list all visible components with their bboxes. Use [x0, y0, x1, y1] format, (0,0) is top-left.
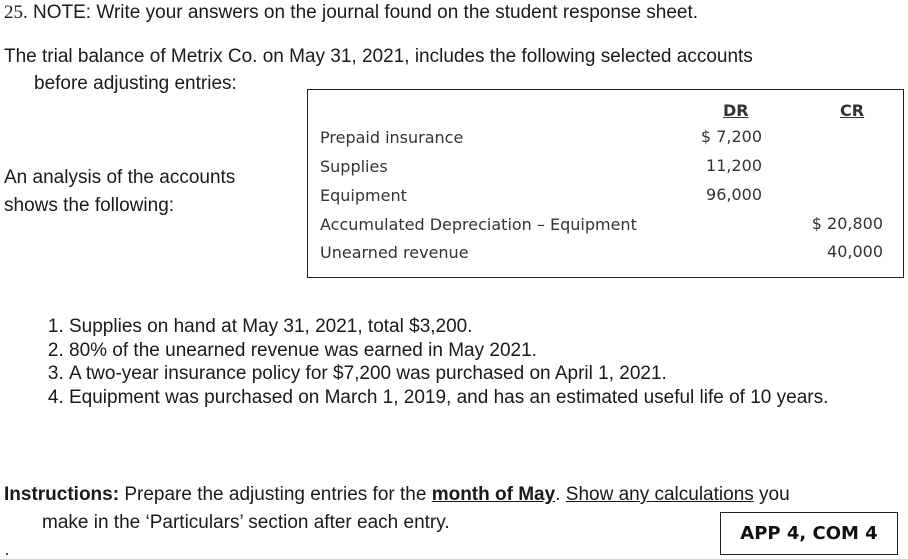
list-item: 1. Supplies on hand at May 31, 2021, total $3,200. [69, 315, 889, 339]
note-text: NOTE: Write your answers on the journal found on the student response sheet. [27, 2, 699, 23]
question-header [4, 2, 698, 24]
trial-balance-box [307, 89, 904, 278]
instructions-text: Prepare the adjusting entries for the [119, 484, 432, 505]
intro-line-1: The trial balance of Metrix Co. on May 31, 2021, includes the following selected accounts [4, 46, 753, 67]
instructions-text: you [753, 484, 790, 505]
cr-amount: 40,000 [827, 242, 883, 261]
instructions-line-2: make in the ‘Particulars’ section after each entry. [42, 512, 450, 533]
intro-line-2: before adjusting entries: [34, 73, 237, 94]
account-name: Unearned revenue [320, 243, 469, 262]
cr-header: CR [840, 101, 865, 120]
show-calculations-text: Show any calculations [565, 484, 754, 505]
instructions-label: Instructions: [4, 484, 120, 505]
month-of-may-emphasis: month of May [431, 484, 556, 505]
list-item: 3. A two-year insurance policy for $7,200 was purchased on April 1, 2021. [69, 362, 889, 386]
account-name: Prepaid insurance [320, 128, 464, 147]
analysis-text-line-1: An analysis of the accounts [4, 167, 236, 188]
account-name: Equipment [320, 186, 407, 205]
dr-amount: $ 7,200 [700, 127, 762, 146]
instructions-line-1 [4, 484, 790, 506]
question-number: 25. [4, 2, 28, 23]
list-item: 4. Equipment was purchased on March 1, 2019, and has an estimated useful life of 10 years. [69, 386, 839, 410]
list-item: 2. 80% of the unearned revenue was earned in May 2021. [69, 339, 889, 363]
stray-mark [6, 553, 8, 555]
dr-amount: 11,200 [706, 156, 762, 175]
account-name: Accumulated Depreciation – Equipment [320, 215, 637, 234]
competency-badge: APP 4, COM 4 [720, 512, 898, 555]
analysis-list [34, 315, 889, 409]
cr-amount: $ 20,800 [811, 214, 883, 233]
account-name: Supplies [320, 157, 388, 176]
dr-amount: 96,000 [706, 185, 762, 204]
instructions-text: . [555, 484, 566, 505]
analysis-text-line-2: shows the following: [4, 195, 175, 216]
dr-header: DR [723, 101, 749, 120]
